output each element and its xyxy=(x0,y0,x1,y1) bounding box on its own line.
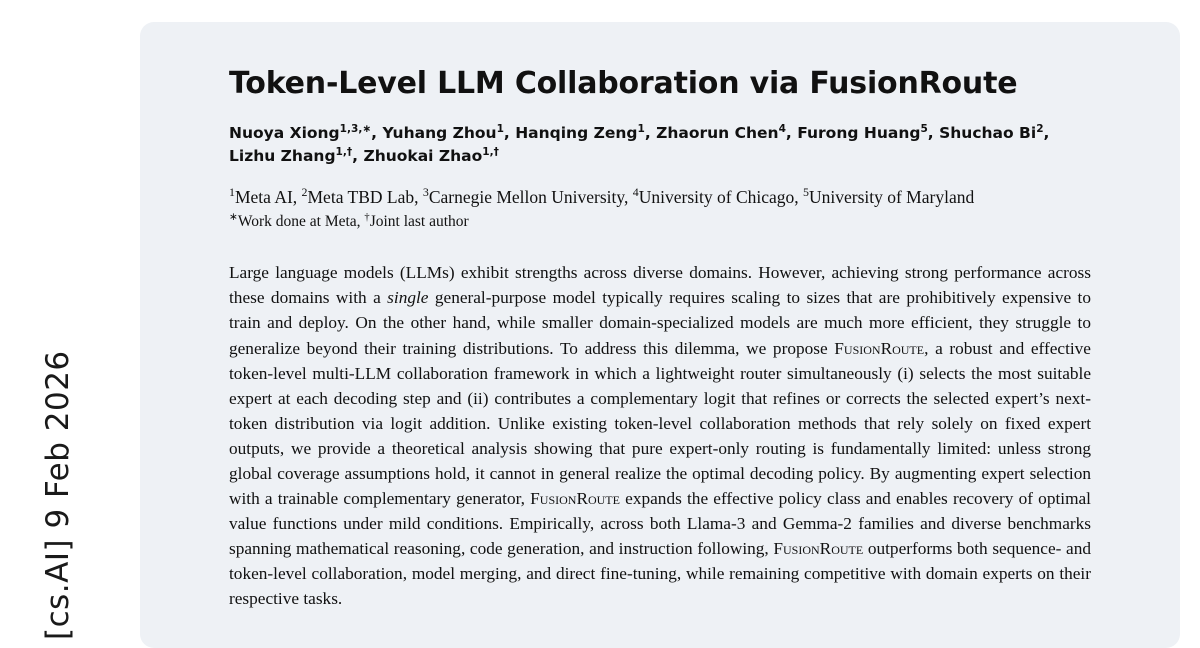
author-list xyxy=(229,122,1091,169)
author-line-2: Lizhu Zhang$^{1,\dagger}$, Zhuokai Zhao$^{1,\dagger}$ xyxy=(229,146,499,166)
author-name: Furong Huang xyxy=(797,124,921,142)
method-name: FusionRoute xyxy=(834,338,925,358)
author-name: Hanqing Zeng xyxy=(515,124,638,142)
author-affiliation-marker: 1,† xyxy=(335,146,353,159)
affiliation-marker: 4 xyxy=(632,184,639,199)
author-name: Zhaorun Chen xyxy=(656,124,779,142)
page-title: Token-Level LLM Collaboration via FusionRoute xyxy=(229,66,1018,101)
emphasis-text: single xyxy=(387,288,429,308)
arxiv-stamp: [cs.AI] 9 Feb 2026 xyxy=(40,350,76,640)
paper-content xyxy=(229,66,1091,611)
affiliation-name: University of Maryland xyxy=(808,186,975,207)
affiliation-name: Carnegie Mellon University xyxy=(428,186,625,207)
author-affiliation-marker: 1 xyxy=(496,122,504,135)
author-affiliation-marker: 1 xyxy=(637,122,645,135)
affiliation-name: Meta AI xyxy=(234,186,293,207)
affiliation-list: $^1$Meta AI, $^2$Meta TBD Lab, $^3$Carnegie Mellon University, $^4$University of Chicago, $^5$University of Maryland xyxy=(229,184,975,207)
author-affiliation-marker: 5 xyxy=(920,122,928,135)
note-marker: ∗ xyxy=(229,211,238,223)
author-name: Nuoya Xiong xyxy=(229,124,340,142)
author-line-1: Nuoya Xiong$^{1,3,∗}$, Yuhang Zhou$^1$, Hanqing Zeng$^1$, Zhaorun Chen$^4$, Furong Huang$^5$, Shuchao Bi$^2$, xyxy=(229,122,1050,142)
author-affiliation-marker: 1,† xyxy=(482,146,499,159)
author-name: Lizhu Zhang xyxy=(229,147,336,166)
affiliation-marker: 5 xyxy=(803,184,809,199)
method-name: FusionRoute xyxy=(773,539,864,559)
author-affiliation-marker: 2 xyxy=(1036,122,1044,135)
author-affiliation-marker: 4 xyxy=(778,122,786,135)
author-affiliation-marker: 1,3,∗ xyxy=(339,122,372,135)
note-marker: † xyxy=(364,211,370,223)
author-name: Shuchao Bi xyxy=(939,124,1037,142)
method-name: FusionRoute xyxy=(530,489,620,509)
note-text: Work done at Meta xyxy=(237,212,357,230)
affiliation-marker: 3 xyxy=(422,184,429,199)
paper-card xyxy=(140,22,1180,648)
affiliation-name: University of Chicago xyxy=(638,186,795,207)
author-notes: ∗Work done at Meta, †Joint last author xyxy=(229,211,469,230)
abstract-text: Large language models (LLMs) exhibit strengths across diverse domains. However, achieving strong performance across these domains with a single general-purpose model typically requires scaling to sizes that are prohibitively expensive to train and deploy. On the other hand, while smaller domain-specialized models are much more efficient, they struggle to generalize beyond their training distributions. To address this dilemma, we propose FusionRoute, a robust and effective token-level multi-LLM collaboration framework in which a lightweight router simultaneously (i) selects the most suitable expert at each decoding step and (ii) contributes a complementary logit that refines or corrects the selected expert’s next-token distribution via logit addition. Unlike existing token-level collaboration methods that rely solely on fixed expert outputs, we provide a theoretical analysis showing that pure expert-only routing is fundamentally limited: unless strong global coverage assumptions hold, it cannot in general realize the optimal decoding policy. By augmenting expert selection with a trainable complementary generator, FusionRoute expands the effective policy class and enables recovery of optimal value functions under mild conditions. Empirically, across both Llama-3 and Gemma-2 families and diverse benchmarks spanning mathematical reasoning, code generation, and instruction following, FusionRoute outperforms both sequence- and token-level collaboration, model merging, and direct fine-tuning, while remaining competitive with domain experts on their respective tasks. xyxy=(229,263,1091,609)
author-name: Zhuokai Zhao xyxy=(363,147,483,166)
affiliation-name: Meta TBD Lab xyxy=(307,186,415,207)
note-text: Joint last author xyxy=(369,212,469,230)
affiliation-marker: 2 xyxy=(301,184,308,199)
author-name: Yuhang Zhou xyxy=(382,124,497,142)
affiliation-marker: 1 xyxy=(229,184,235,199)
